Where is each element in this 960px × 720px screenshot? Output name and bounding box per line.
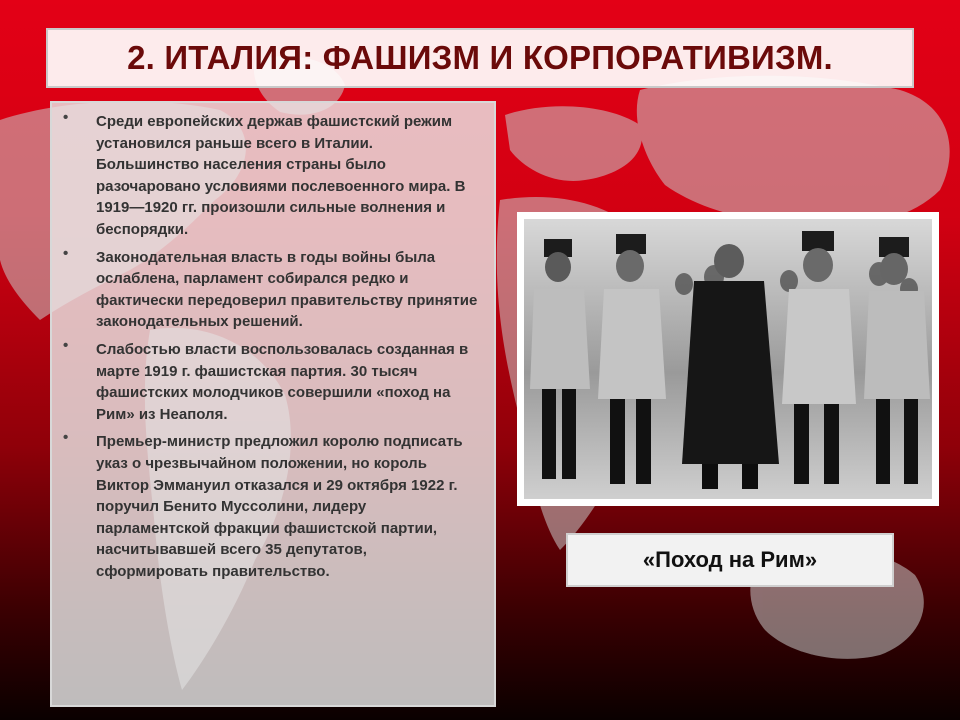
list-item bbox=[63, 429, 480, 582]
list-item bbox=[63, 244, 480, 333]
photo-caption: «Поход на Рим» bbox=[642, 547, 818, 572]
bullet-text: Слабостью власти воспользовалась созданная в марте 1919 г. фашистская партия. 30 тысяч фашистских молодчиков совершили «поход на Рим» из Неаполя. bbox=[96, 340, 469, 423]
bullet-icon: • bbox=[63, 109, 69, 126]
bullet-list bbox=[52, 103, 494, 582]
page-title: 2. ИТАЛИЯ: ФАШИЗМ И КОРПОРАТИВИЗМ. bbox=[127, 39, 833, 76]
list-item bbox=[63, 336, 480, 425]
bullet-text: Законодательная власть в годы войны была ослаблена, парламент собирался редко и фактически передоверил правительству принятие законодательных решений. bbox=[96, 248, 478, 331]
text-panel bbox=[50, 101, 496, 707]
bullet-icon: • bbox=[63, 336, 69, 354]
bullet-icon: • bbox=[63, 244, 69, 262]
list-item bbox=[63, 109, 480, 241]
bullet-text: Премьер-министр предложил королю подписать указ о чрезвычайном положении, но король Виктор Эммануил отказался и 29 октября 1922 г. поручил Бенито Муссолини, лидеру парламентской фракции фашистской партии, насчитывавшей всего 35 депутатов, сформировать правительство. bbox=[96, 433, 463, 580]
bullet-icon: • bbox=[63, 429, 69, 447]
historical-photo bbox=[517, 212, 939, 506]
photo-caption-box bbox=[566, 533, 894, 587]
title-box bbox=[46, 28, 914, 88]
march-on-rome-photo-icon bbox=[524, 219, 932, 499]
bullet-text: Среди европейских держав фашистский режим установился раньше всего в Италии. Большинство населения страны было разочаровано условиями послевоенного мира. В 1919—1920 гг. произошли сильные волнения и беспорядки. bbox=[96, 113, 466, 238]
